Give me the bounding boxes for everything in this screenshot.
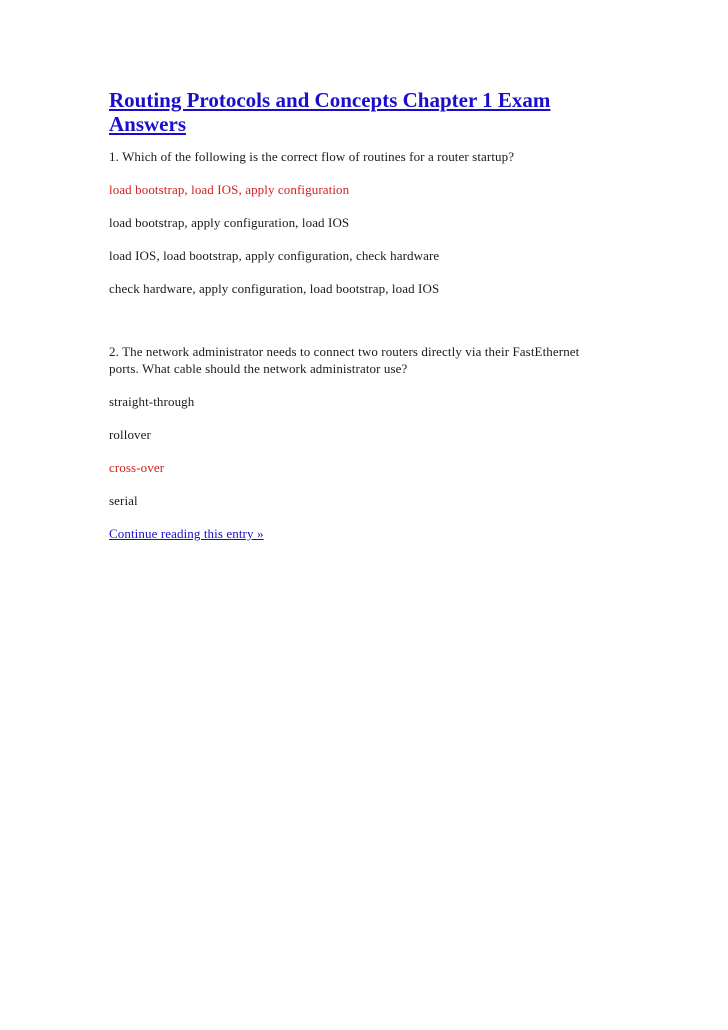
- answer-option-correct: load bootstrap, load IOS, apply configuration: [109, 182, 350, 197]
- document-page: [109, 88, 609, 543]
- question-block-2: [109, 343, 609, 509]
- question-2-answers: [109, 393, 609, 509]
- question-1-text: 1. Which of the following is the correct flow of routines for a router startup?: [109, 149, 515, 164]
- answer-option: straight-through: [109, 394, 195, 409]
- answer-option: rollover: [109, 427, 151, 442]
- question-2-text: 2. The network administrator needs to connect two routers directly via their FastEthernet ports. What cable should the network administrator use?: [109, 344, 580, 376]
- answer-option: load bootstrap, apply configuration, load IOS: [109, 215, 350, 230]
- question-1-answers: [109, 181, 609, 297]
- answer-option: serial: [109, 493, 138, 508]
- continue-reading-link[interactable]: Continue reading this entry »: [109, 526, 264, 541]
- question-block-1: [109, 148, 609, 297]
- answer-option-correct: cross-over: [109, 460, 165, 475]
- answer-option: load IOS, load bootstrap, apply configuration, check hardware: [109, 248, 440, 263]
- answer-option: check hardware, apply configuration, load bootstrap, load IOS: [109, 281, 440, 296]
- page-title[interactable]: Routing Protocols and Concepts Chapter 1 Exam Answers: [109, 88, 551, 136]
